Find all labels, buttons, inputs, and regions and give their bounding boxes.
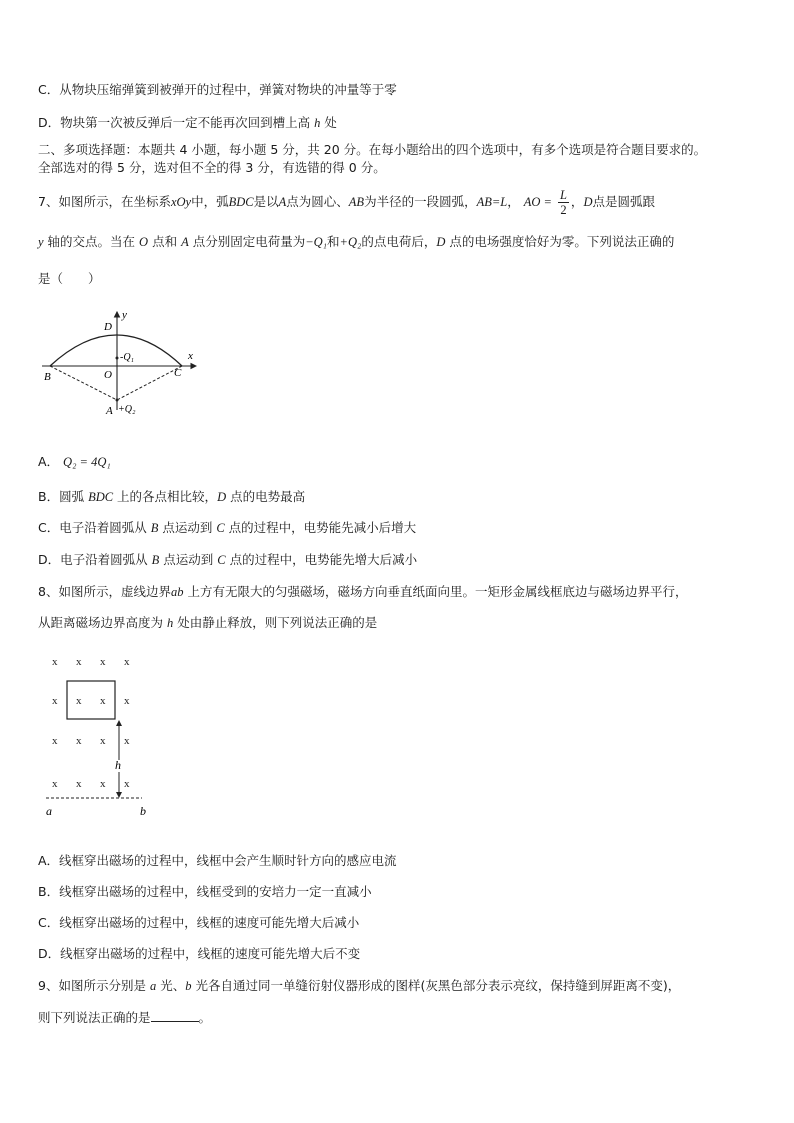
q7-stem-line3: 是（ ） xyxy=(38,271,101,286)
cross-mark: x xyxy=(52,778,58,790)
label-x: x xyxy=(188,350,193,362)
label-d: D xyxy=(104,321,112,333)
q7-option-b: B．圆弧 BDC 上的各点相比较，D 点的电势最高 xyxy=(38,489,306,504)
answer-blank[interactable] xyxy=(151,1009,199,1022)
label-h: h xyxy=(115,758,121,772)
dashed-ac xyxy=(117,366,182,400)
cross-mark: x xyxy=(124,656,130,668)
q8-option-c: C．线框穿出磁场的过程中，线框的速度可能先增大后减小 xyxy=(38,915,360,930)
section2-heading-line2: 全部选对的得 5 分，选对但不全的得 3 分，有选错的得 0 分。 xyxy=(38,160,386,175)
metal-frame xyxy=(67,681,115,719)
label-q2: +Q₂ xyxy=(118,404,136,415)
charge-q1-dot xyxy=(116,357,119,360)
cross-mark: x xyxy=(76,735,82,747)
q8-option-d: D．线框穿出磁场的过程中，线框的速度可能先增大后不变 xyxy=(38,946,361,961)
cross-mark: x xyxy=(76,695,82,707)
q8-stem-line1: 8、如图所示，虚线边界ab 上方有无限大的匀强磁场，磁场方向垂直纸面向里。一矩形金属线框底边与磁场边界平行， xyxy=(38,584,688,599)
q8-option-b: B．线框穿出磁场的过程中，线框受到的安培力一定一直减小 xyxy=(38,884,372,899)
cross-mark: x xyxy=(100,695,106,707)
cross-mark: x xyxy=(124,695,130,707)
q8-figure xyxy=(38,650,168,822)
cross-mark: x xyxy=(52,735,58,747)
label-a: a xyxy=(46,804,52,818)
q7-option-a: A． Q₂ = 4Q₁ xyxy=(38,454,111,469)
cross-mark: x xyxy=(52,656,58,668)
q8-stem-line2: 从距离磁场边界高度为 h 处由静止释放，则下列说法正确的是 xyxy=(38,615,378,630)
cross-mark: x xyxy=(124,778,130,790)
cross-mark: x xyxy=(100,778,106,790)
cross-mark: x xyxy=(124,735,130,747)
q6-option-c: C．从物块压缩弹簧到被弹开的过程中，弹簧对物块的冲量等于零 xyxy=(38,82,397,97)
label-b: b xyxy=(140,804,146,818)
cross-mark: x xyxy=(76,656,82,668)
q7-figure xyxy=(38,306,208,418)
q9-stem-line2: 则下列说法正确的是 。 xyxy=(38,1010,212,1025)
q8-option-a: A．线框穿出磁场的过程中，线框中会产生顺时针方向的感应电流 xyxy=(38,853,397,868)
q7-stem-line1: 7、如图所示，在坐标系xOy中，弧BDC是以A点为圆心、AB为半径的一段圆弧，AB=L， AO = $\frac{L}{2}$ ，D点是圆弧跟 xyxy=(38,188,655,217)
label-a: A xyxy=(106,405,113,417)
label-y: y xyxy=(122,309,127,321)
charge-q2-dot xyxy=(116,399,119,402)
cross-mark: x xyxy=(76,778,82,790)
cross-mark: x xyxy=(100,735,106,747)
cross-mark: x xyxy=(52,695,58,707)
section2-heading-line1: 二、多项选择题：本题共 4 小题，每小题 5 分，共 20 分。在每小题给出的四个选项中，有多个选项是符合题目要求的。 xyxy=(38,142,707,157)
q7-option-d: D．电子沿着圆弧从 B 点运动到 C 点的过程中，电势能先增大后减小 xyxy=(38,552,418,567)
label-o: O xyxy=(104,369,112,381)
fraction-l-over-2: $\frac{L}{2}$ xyxy=(559,188,567,217)
q6-option-d: D．物块第一次被反弹后一定不能再次回到槽上高 h 处 xyxy=(38,115,337,130)
cross-mark: x xyxy=(100,656,106,668)
label-c: C xyxy=(174,367,182,379)
q9-stem-line1: 9、如图所示分别是 a 光、b 光各自通过同一单缝衍射仪器形成的图样(灰黑色部分表示亮纹，保持缝到屏距离不变)， xyxy=(38,978,681,993)
label-b: B xyxy=(44,371,51,383)
arc-bdc xyxy=(50,335,182,366)
label-q1: -Q₁ xyxy=(120,352,135,363)
q7-stem-line2: y 轴的交点。当在 O 点和 A 点分别固定电荷量为−Q₁和+Q₂的点电荷后，D 点的电场强度恰好为零。下列说法正确的 xyxy=(38,234,675,249)
q7-option-c: C．电子沿着圆弧从 B 点运动到 C 点的过程中，电势能先减小后增大 xyxy=(38,520,417,535)
